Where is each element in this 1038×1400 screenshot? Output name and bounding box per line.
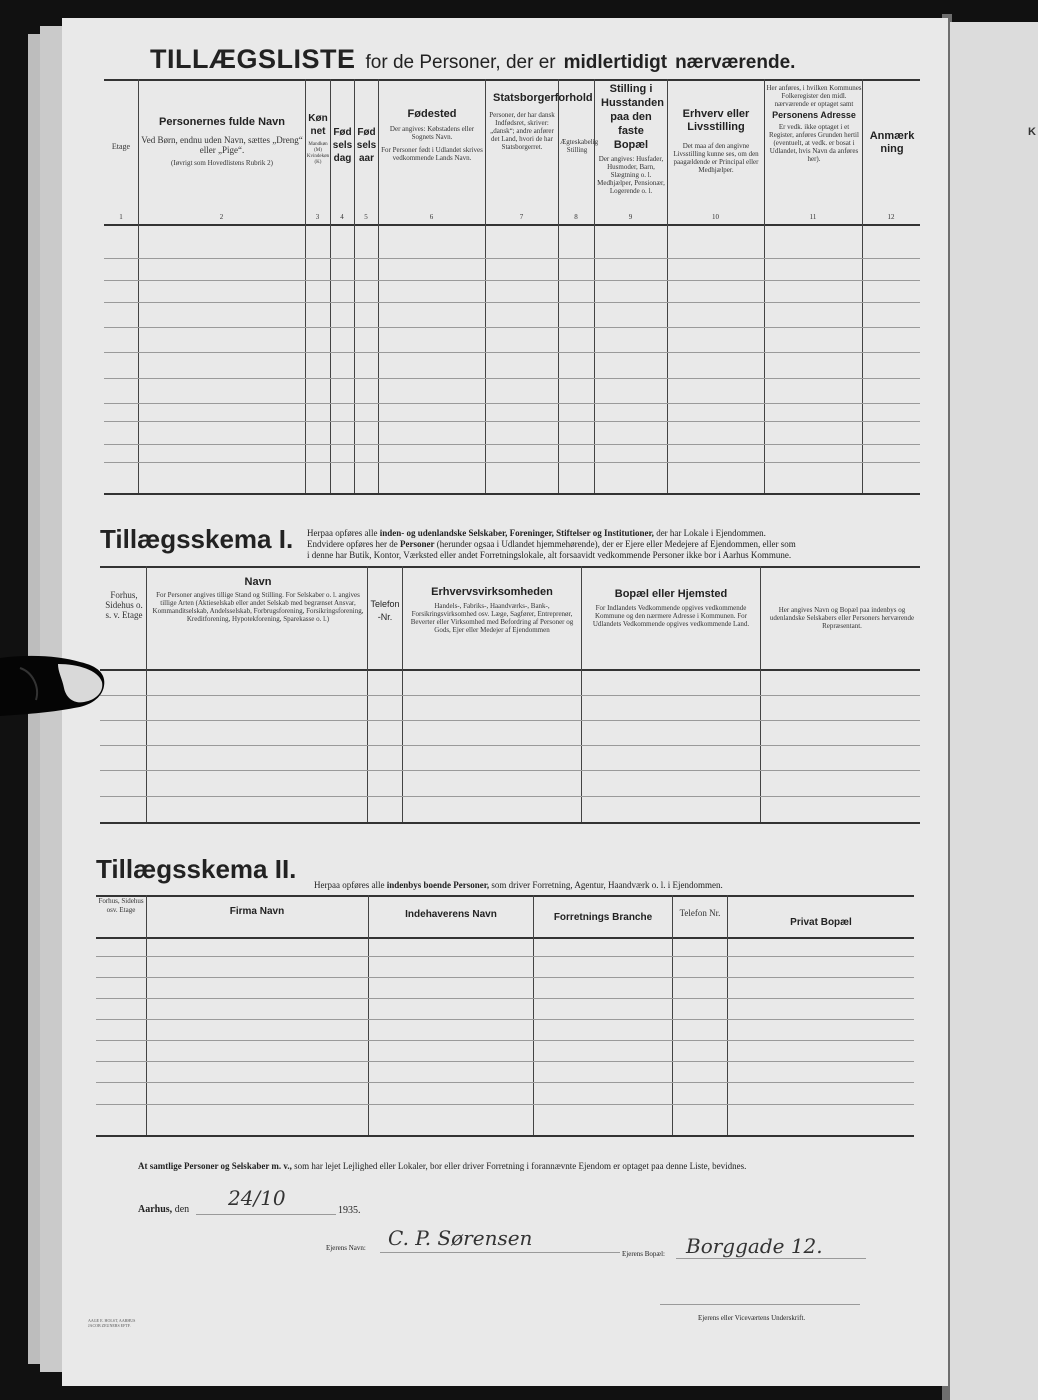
s1-col-representant: Her angives Navn og Bopæl paa indenbys og udenlandske Selskabers eller Personers herværende Repræsentant. (769, 606, 915, 630)
col11-head: Personens Adresse (772, 110, 856, 120)
col7-sub: Personer, der har dansk Indfødsret, skriver: „dansk“; andre anfører det Land, hvori de har Statsborgerret. (489, 111, 555, 151)
col-household-header (596, 82, 666, 195)
s1-col-telefon: Telefon-Nr. (370, 599, 400, 622)
col-birthyear-header (355, 126, 378, 165)
col-occupation-header (669, 108, 763, 174)
s1-col-bopael: Bopæl eller Hjemsted For Indlandets Vedkommende opgives vedkommende Kommune og den nærmere Adresse i Kommunen. For Udlandets Vedkommende opgives vedkommende Land. (592, 588, 750, 628)
col3-sub: Mandkøn (M) Kvindekøn (K) (306, 142, 330, 165)
col-num-2: 2 (219, 213, 224, 221)
footer-year: 1935. (338, 1205, 361, 1216)
col3-head: Kønnet (308, 113, 328, 137)
form-title (150, 44, 890, 78)
s2-col-etage: Forhus, Sidehus osv. Etage (98, 897, 144, 914)
col8-sub: Ægteskabelig Stilling (560, 138, 599, 154)
owner-name-label: Ejerens Navn: (326, 1244, 366, 1252)
col-num-7: 7 (519, 213, 524, 221)
title-main: TILLÆGSLISTE (150, 44, 356, 74)
col-num-3: 3 (315, 213, 320, 221)
skema1-title: Tillægsskema I. (100, 524, 294, 554)
s1-col-erhverv: Erhvervsvirksomheden Handels-, Fabriks-, Haandværks-, Bank-, Forsikringsvirksomhed osv. Læge, Sagfører, Entreprenør, Beverter eller Virksomhed med Befordring af Personer og Gods, Ejer eller Medejer af Ejendommen (410, 586, 574, 634)
s2-col-indehaver: Indehaverens Navn (405, 909, 497, 920)
col7-head: Statsborgerforhold (493, 92, 593, 104)
owner-name-handwritten: C. P. Sørensen (388, 1226, 533, 1250)
col-num-4: 4 (340, 213, 344, 221)
col-marital-header (560, 138, 599, 154)
col9-head: Stilling i Husstanden paa den faste Bopæl (601, 83, 664, 151)
col-num-9: 9 (628, 213, 633, 221)
col2-note: (Iøvrigt som Hovedlistens Rubrik 2) (171, 159, 273, 167)
col-num-1: 1 (119, 213, 123, 221)
col6-note: For Personer født i Udlandet skrives vedkommende Lands Navn. (381, 146, 483, 162)
s1-col-navn: Navn For Personer angives tillige Stand og Stilling. For Selskaber o. l. angives tillige Arten (Aktieselskab eller andet Selskab med begrænset Ansvar, Kommanditselskab, Andelsselskab, Forbrugsforening, Forsikringsforening, Kreditforening, Hypotekforening, Sparekasse o. l.) (152, 576, 364, 623)
col2-head: Personernes fulde Navn (159, 116, 285, 128)
col-num-6: 6 (429, 213, 434, 221)
col-num-11: 11 (809, 213, 817, 221)
thumb-photo-artifact (0, 650, 110, 740)
col-num-12: 12 (887, 213, 895, 221)
skema2-description: Herpaa opføres alle indenbys boende Personer, som driver Forretning, Agentur, Haandværk o. l. i Ejendommen. (314, 880, 723, 890)
col-etage-header (104, 142, 138, 151)
col-address-header (766, 84, 862, 163)
col6-sub: Der angives: Købstadens eller Sognets Navn. (389, 125, 475, 141)
owner-address-handwritten: Borggade 12. (686, 1234, 823, 1258)
title-bold1: midlertidigt (563, 52, 668, 73)
col11-pre: Her anføres, i hvilken Kommunes Folkeregister den midl. nærværende er optaget samt (766, 84, 862, 108)
printer-imprint: AAGE E. HOLST, AARHUS JACOB ZEUNERS EFTF. (88, 1318, 136, 1328)
signature-label: Ejerens eller Viceværtens Underskrift. (698, 1314, 806, 1322)
footer-place-label: Aarhus, den (138, 1204, 190, 1215)
right-page-fragment: K (1028, 126, 1036, 138)
owner-address-label: Ejerens Bopæl: (622, 1250, 665, 1258)
col-gender-header (306, 112, 330, 166)
col-name-header (140, 116, 304, 167)
col1-head: Etage (111, 142, 131, 151)
s2-col-branche: Forretnings Branche (553, 912, 653, 923)
skema2-title: Tillægsskema II. (96, 854, 297, 884)
col11-sub: Er vedk. ikke optaget i et Register, anføres Grunden hertil (eventuelt, at vedk. er bosat i Udlandet, hvis Navn da anføres her). (769, 123, 859, 163)
col10-sub: Det maa af den angivne Livsstilling kunne ses, om den paagældende er Principal eller Medhjælper. (673, 142, 759, 174)
footer-statement: At samtlige Personer og Selskaber m. v., som har lejet Lejlighed eller Lokaler, bor eller driver Forretning i forannævnte Ejendom er optaget paa denne Liste, bevidnes. (138, 1161, 747, 1171)
col4-head: Fødselsdag (332, 127, 353, 164)
s2-col-bopael: Privat Bopæl (790, 917, 852, 928)
footer-date-handwritten: 24/10 (228, 1186, 286, 1210)
title-bold2: nærværende. (675, 52, 796, 73)
s1-col-etage: Forhus, Sidehus o. s. v. Etage (105, 590, 143, 620)
col-num-8: 8 (574, 213, 578, 221)
col-birthplace-header (380, 108, 484, 162)
col-num-10: 10 (712, 213, 719, 221)
col12-head: Anmærkning (869, 130, 915, 155)
col9-sub: Der angives: Husfader, Husmoder, Barn, Slægtning o. l. Medhjælper, Pensionær, Logerende o. l. (597, 155, 665, 195)
col5-head: Fødselsaar (356, 127, 377, 164)
skema1-description: Herpaa opføres alle inden- og udenlandske Selskaber, Foreninger, Stiftelser og Institutioner, der har Lokale i Ejendommen. Endvidere opføres her de Personer (herunder ogsaa i Udlandet hjemmehørende), der er Ejere eller Medejere af Ejendommen, eller som i denne har Butik, Kontor, Værksted eller andet Forretningslokale, alt forsaavidt vedkommende Personer ikke bor i Aarhus Kommune. (307, 528, 796, 560)
col10-head: Erhverv eller Livsstilling (682, 108, 750, 133)
col2-sub: Ved Børn, endnu uden Navn, sættes „Dreng“ eller „Pige“. (141, 135, 303, 155)
title-rest: for de Personer, der er (365, 52, 556, 73)
right-page (950, 22, 1038, 1400)
col-remarks-header (864, 130, 920, 156)
s2-col-telefon: Telefon Nr. (679, 908, 721, 918)
s2-col-firma: Firma Navn (229, 906, 285, 917)
col6-head: Fødested (407, 108, 457, 120)
col-num-5: 5 (364, 213, 368, 221)
col-birthday-header (331, 126, 354, 165)
